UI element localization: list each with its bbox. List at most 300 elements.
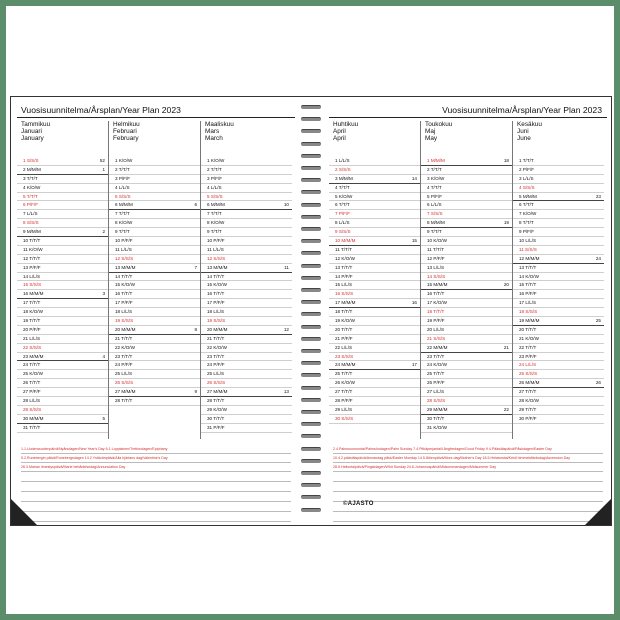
day-row[interactable] [329, 361, 420, 370]
spiral-ring [301, 361, 321, 365]
day-row[interactable] [421, 273, 512, 282]
day-label: 3 T/T/T [23, 175, 38, 181]
day-row[interactable] [513, 219, 604, 228]
day-row[interactable] [329, 210, 420, 219]
week-number: 15 [411, 238, 417, 244]
day-list [421, 157, 512, 433]
day-row[interactable] [17, 299, 108, 308]
spiral-ring [301, 154, 321, 158]
day-row[interactable] [201, 246, 292, 255]
day-row[interactable] [201, 264, 292, 273]
day-row[interactable] [513, 255, 604, 264]
day-row[interactable] [329, 281, 420, 290]
day-row[interactable] [17, 388, 108, 397]
day-row[interactable] [513, 317, 604, 326]
day-row[interactable] [329, 415, 420, 424]
day-row[interactable] [329, 370, 420, 379]
planner-spread [10, 96, 612, 526]
day-row[interactable] [201, 184, 292, 193]
day-label: 18 K/O/W [23, 309, 43, 315]
day-row[interactable] [513, 166, 604, 175]
week-number: 23 [595, 193, 601, 199]
day-row[interactable] [17, 290, 108, 299]
day-row[interactable] [109, 166, 200, 175]
day-row[interactable] [513, 281, 604, 290]
note-line[interactable] [21, 472, 291, 482]
day-row[interactable] [201, 210, 292, 219]
spiral-ring [301, 288, 321, 292]
day-label: 5 T/T/T [23, 193, 38, 199]
note-line[interactable] [21, 502, 291, 512]
day-row[interactable] [329, 193, 420, 202]
day-row[interactable] [17, 175, 108, 184]
day-row[interactable] [329, 246, 420, 255]
day-label: 5 S/S/S [207, 193, 223, 199]
day-label: 27 M/M/M [207, 389, 228, 395]
day-label: 12 K/O/W [335, 255, 355, 261]
day-row[interactable] [329, 175, 420, 184]
day-row[interactable] [17, 246, 108, 255]
day-list [513, 157, 604, 424]
day-row[interactable] [109, 370, 200, 379]
day-row[interactable] [201, 166, 292, 175]
day-row[interactable] [17, 157, 108, 166]
day-row[interactable] [421, 290, 512, 299]
day-label: 26 M/M/M [519, 380, 540, 386]
day-row[interactable] [513, 326, 604, 335]
day-list [329, 157, 420, 424]
day-row[interactable] [109, 317, 200, 326]
day-label: 24 M/M/M [335, 362, 356, 368]
day-label: 3 P/F/F [115, 175, 131, 181]
day-row[interactable] [421, 281, 512, 290]
day-row[interactable] [329, 326, 420, 335]
day-label: 28 T/T/T [207, 398, 225, 404]
day-label: 19 M/M/M [519, 318, 540, 324]
day-row[interactable] [513, 308, 604, 317]
day-row[interactable] [201, 308, 292, 317]
day-label: 23 P/F/F [519, 353, 537, 359]
day-label: 21 L/L/S [23, 335, 41, 341]
day-label: 28 T/T/T [115, 398, 133, 404]
day-row[interactable] [201, 397, 292, 406]
day-label: 6 P/F/F [23, 202, 39, 208]
day-row[interactable] [421, 201, 512, 210]
month-column [201, 121, 292, 439]
day-row[interactable] [17, 335, 108, 344]
week-number: 25 [595, 318, 601, 324]
day-row[interactable] [513, 264, 604, 273]
day-row[interactable] [421, 353, 512, 362]
day-label: 27 T/T/T [519, 389, 537, 395]
note-line[interactable] [21, 512, 291, 522]
day-row[interactable] [109, 237, 200, 246]
day-label: 12 P/F/F [427, 255, 445, 261]
day-row[interactable] [17, 264, 108, 273]
day-row[interactable] [513, 344, 604, 353]
day-row[interactable] [201, 379, 292, 388]
week-number: 6 [194, 202, 197, 208]
day-row[interactable] [513, 335, 604, 344]
spiral-ring [301, 434, 321, 438]
note-line[interactable] [333, 472, 603, 482]
day-row[interactable] [201, 344, 292, 353]
day-row[interactable] [421, 344, 512, 353]
day-row[interactable] [17, 237, 108, 246]
day-row[interactable] [329, 308, 420, 317]
day-row[interactable] [201, 317, 292, 326]
day-row[interactable] [17, 184, 108, 193]
day-row[interactable] [421, 424, 512, 433]
day-row[interactable] [421, 415, 512, 424]
day-label: 3 M/M/M [335, 175, 353, 181]
day-row[interactable] [513, 273, 604, 282]
day-label: 6 M/M/M [115, 202, 133, 208]
day-row[interactable] [513, 210, 604, 219]
day-row[interactable] [329, 184, 420, 193]
spiral-ring [301, 386, 321, 390]
day-row[interactable] [201, 415, 292, 424]
day-label: 10 P/F/F [207, 238, 225, 244]
spiral-ring [301, 337, 321, 341]
day-row[interactable] [109, 326, 200, 335]
day-row[interactable] [109, 201, 200, 210]
day-row[interactable] [201, 255, 292, 264]
day-label: 16 T/T/T [115, 291, 133, 297]
day-row[interactable] [513, 175, 604, 184]
day-row[interactable] [513, 184, 604, 193]
day-row[interactable] [421, 246, 512, 255]
day-row[interactable] [329, 255, 420, 264]
day-row[interactable] [421, 184, 512, 193]
day-row[interactable] [201, 193, 292, 202]
day-row[interactable] [329, 264, 420, 273]
day-label: 4 L/L/S [115, 184, 130, 190]
day-row[interactable] [17, 326, 108, 335]
day-row[interactable] [513, 397, 604, 406]
week-number: 11 [284, 264, 289, 270]
day-row[interactable] [329, 228, 420, 237]
day-label: 8 T/T/T [519, 220, 534, 226]
day-row[interactable] [109, 246, 200, 255]
day-label: 22 M/M/M [427, 344, 448, 350]
day-row[interactable] [109, 281, 200, 290]
day-label: 21 T/T/T [207, 335, 225, 341]
day-label: 12 M/M/M [519, 255, 540, 261]
left-page [11, 97, 299, 525]
day-row[interactable] [201, 273, 292, 282]
day-row[interactable] [329, 379, 420, 388]
week-number: 52 [99, 158, 105, 163]
day-row[interactable] [109, 228, 200, 237]
day-row[interactable] [17, 273, 108, 282]
day-label: 4 T/T/T [427, 184, 442, 190]
day-row[interactable] [17, 406, 108, 415]
day-row[interactable] [421, 210, 512, 219]
day-row[interactable] [109, 157, 200, 166]
day-row[interactable] [513, 193, 604, 202]
day-row[interactable] [513, 388, 604, 397]
month-column [109, 121, 201, 439]
day-label: 19 S/S/S [115, 318, 134, 324]
day-row[interactable] [421, 335, 512, 344]
month-name: Toukokuu Maj May [425, 121, 453, 143]
note-line[interactable] [333, 512, 603, 522]
day-label: 22 L/L/S [335, 344, 353, 350]
day-row[interactable] [109, 335, 200, 344]
day-row[interactable] [513, 361, 604, 370]
day-row[interactable] [17, 361, 108, 370]
day-row[interactable] [17, 415, 108, 424]
day-label: 16 M/M/M [23, 291, 44, 297]
spiral-ring [301, 215, 321, 219]
day-label: 15 L/L/S [335, 282, 353, 288]
day-row[interactable] [421, 166, 512, 175]
day-row[interactable] [201, 175, 292, 184]
day-row[interactable] [109, 388, 200, 397]
day-row[interactable] [421, 406, 512, 415]
day-row[interactable] [201, 406, 292, 415]
day-row[interactable] [329, 344, 420, 353]
day-row[interactable] [421, 175, 512, 184]
day-row[interactable] [17, 219, 108, 228]
day-row[interactable] [421, 228, 512, 237]
spiral-ring [301, 251, 321, 255]
day-row[interactable] [421, 308, 512, 317]
day-label: 17 K/O/W [427, 300, 447, 306]
day-row[interactable] [201, 237, 292, 246]
day-row[interactable] [513, 246, 604, 255]
day-row[interactable] [109, 210, 200, 219]
day-label: 4 T/T/T [335, 184, 350, 190]
day-row[interactable] [421, 317, 512, 326]
day-label: 11 T/T/T [335, 246, 352, 252]
day-row[interactable] [329, 335, 420, 344]
day-label: 29 T/T/T [519, 406, 537, 412]
day-row[interactable] [109, 308, 200, 317]
day-row[interactable] [329, 290, 420, 299]
day-label: 29 L/L/S [335, 406, 353, 412]
day-row[interactable] [109, 193, 200, 202]
spiral-ring [301, 264, 321, 268]
day-row[interactable] [109, 175, 200, 184]
day-row[interactable] [17, 308, 108, 317]
day-row[interactable] [109, 184, 200, 193]
day-row[interactable] [421, 255, 512, 264]
day-label: 22 T/T/T [519, 344, 537, 350]
day-label: 14 K/O/W [519, 273, 539, 279]
day-label: 30 P/F/F [519, 415, 537, 421]
day-row[interactable] [513, 237, 604, 246]
day-label: 15 T/T/T [519, 282, 537, 288]
day-label: 27 L/L/S [427, 389, 445, 395]
day-row[interactable] [17, 424, 108, 433]
day-label: 14 S/S/S [427, 273, 446, 279]
day-row[interactable] [201, 299, 292, 308]
day-row[interactable] [201, 281, 292, 290]
day-label: 2 T/T/T [115, 166, 130, 172]
day-row[interactable] [329, 273, 420, 282]
day-label: 1 T/T/T [519, 158, 534, 163]
day-label: 6 M/M/M [207, 202, 225, 208]
day-row[interactable] [201, 290, 292, 299]
day-row[interactable] [421, 379, 512, 388]
day-label: 12 S/S/S [207, 255, 226, 261]
day-row[interactable] [201, 219, 292, 228]
day-row[interactable] [421, 219, 512, 228]
day-row[interactable] [421, 264, 512, 273]
day-label: 22 K/O/W [115, 344, 135, 350]
month-columns-left [17, 121, 293, 439]
day-label: 1 K/O/W [207, 158, 225, 163]
day-row[interactable] [109, 290, 200, 299]
day-label: 13 M/M/M [207, 264, 228, 270]
day-row[interactable] [421, 193, 512, 202]
week-number: 3 [102, 291, 105, 297]
day-label: 10 P/F/F [115, 238, 133, 244]
day-row[interactable] [109, 219, 200, 228]
day-row[interactable] [513, 415, 604, 424]
corner-pocket-left [11, 499, 37, 525]
day-label: 9 T/T/T [115, 229, 130, 235]
day-row[interactable] [17, 193, 108, 202]
spiral-ring [301, 508, 321, 512]
right-page [323, 97, 611, 525]
spiral-ring [301, 239, 321, 243]
spiral-ring [301, 117, 321, 121]
day-row[interactable] [201, 201, 292, 210]
day-label: 17 L/L/S [519, 300, 537, 306]
day-row[interactable] [329, 299, 420, 308]
day-row[interactable] [421, 326, 512, 335]
day-row[interactable] [421, 397, 512, 406]
day-row[interactable] [329, 388, 420, 397]
day-row[interactable] [109, 379, 200, 388]
spiral-ring [301, 422, 321, 426]
week-number: 9 [194, 389, 197, 395]
day-label: 23 T/T/T [427, 353, 445, 359]
day-row[interactable] [513, 299, 604, 308]
day-label: 3 K/O/W [427, 175, 445, 181]
holiday-line: 5.2.Runebergin päivä/Runebergsdagen 14.2.Ystävänpäivä/Alla hjärtans dag/Valentine's Day [21, 454, 291, 463]
day-label: 19 P/F/F [427, 318, 445, 324]
day-row[interactable] [109, 299, 200, 308]
day-label: 17 P/F/F [207, 300, 225, 306]
day-row[interactable] [17, 201, 108, 210]
day-row[interactable] [17, 397, 108, 406]
day-label: 29 K/O/W [207, 406, 227, 412]
day-row[interactable] [109, 255, 200, 264]
day-label: 8 L/L/S [335, 220, 350, 226]
day-row[interactable] [17, 210, 108, 219]
day-row[interactable] [201, 388, 292, 397]
day-row[interactable] [109, 264, 200, 273]
day-row[interactable] [17, 353, 108, 362]
spiral-binding [299, 97, 323, 525]
day-row[interactable] [109, 397, 200, 406]
day-row[interactable] [201, 157, 292, 166]
day-row[interactable] [109, 344, 200, 353]
day-row[interactable] [329, 219, 420, 228]
day-label: 21 P/F/F [335, 335, 353, 341]
day-row[interactable] [329, 166, 420, 175]
day-row[interactable] [201, 228, 292, 237]
day-label: 14 T/T/T [115, 273, 133, 279]
day-label: 11 S/S/S [519, 246, 537, 252]
month-name: Huhtikuu April April [333, 121, 359, 143]
day-row[interactable] [513, 353, 604, 362]
day-label: 19 K/O/W [335, 318, 355, 324]
day-label: 13 L/L/S [427, 264, 445, 270]
week-number: 5 [102, 415, 105, 421]
day-row[interactable] [329, 237, 420, 246]
day-row[interactable] [329, 353, 420, 362]
day-row[interactable] [421, 157, 512, 166]
day-row[interactable] [17, 228, 108, 237]
day-row[interactable] [201, 353, 292, 362]
day-label: 20 P/F/F [23, 326, 41, 332]
week-number: 16 [411, 300, 417, 306]
day-row[interactable] [329, 397, 420, 406]
day-row[interactable] [17, 317, 108, 326]
day-row[interactable] [513, 290, 604, 299]
day-row[interactable] [201, 370, 292, 379]
day-row[interactable] [109, 353, 200, 362]
day-row[interactable] [421, 388, 512, 397]
day-row[interactable] [201, 424, 292, 433]
day-row[interactable] [421, 370, 512, 379]
day-row[interactable] [17, 255, 108, 264]
day-row[interactable] [421, 237, 512, 246]
day-row[interactable] [109, 361, 200, 370]
day-label: 31 K/O/W [427, 424, 447, 430]
day-row[interactable] [201, 335, 292, 344]
day-row[interactable] [17, 281, 108, 290]
day-label: 26 P/F/F [427, 380, 445, 386]
day-row[interactable] [513, 157, 604, 166]
day-row[interactable] [329, 317, 420, 326]
day-row[interactable] [421, 299, 512, 308]
day-row[interactable] [17, 166, 108, 175]
day-row[interactable] [17, 344, 108, 353]
spiral-ring [301, 166, 321, 170]
day-row[interactable] [421, 361, 512, 370]
day-row[interactable] [201, 326, 292, 335]
day-row[interactable] [17, 370, 108, 379]
day-label: 31 T/T/T [23, 424, 41, 430]
note-line[interactable] [333, 482, 603, 492]
day-label: 18 L/L/S [115, 309, 133, 315]
month-column [17, 121, 109, 439]
day-label: 21 T/T/T [115, 335, 133, 341]
day-row[interactable] [329, 157, 420, 166]
day-row[interactable] [17, 379, 108, 388]
note-line[interactable] [21, 482, 291, 492]
day-row[interactable] [329, 201, 420, 210]
spiral-ring [301, 203, 321, 207]
day-row[interactable] [513, 406, 604, 415]
day-label: 13 P/F/F [23, 264, 41, 270]
day-row[interactable] [513, 379, 604, 388]
day-row[interactable] [513, 201, 604, 210]
day-row[interactable] [513, 370, 604, 379]
day-label: 12 T/T/T [23, 255, 41, 261]
day-row[interactable] [329, 406, 420, 415]
day-row[interactable] [109, 273, 200, 282]
day-row[interactable] [201, 361, 292, 370]
note-line[interactable] [21, 492, 291, 502]
day-row[interactable] [513, 228, 604, 237]
